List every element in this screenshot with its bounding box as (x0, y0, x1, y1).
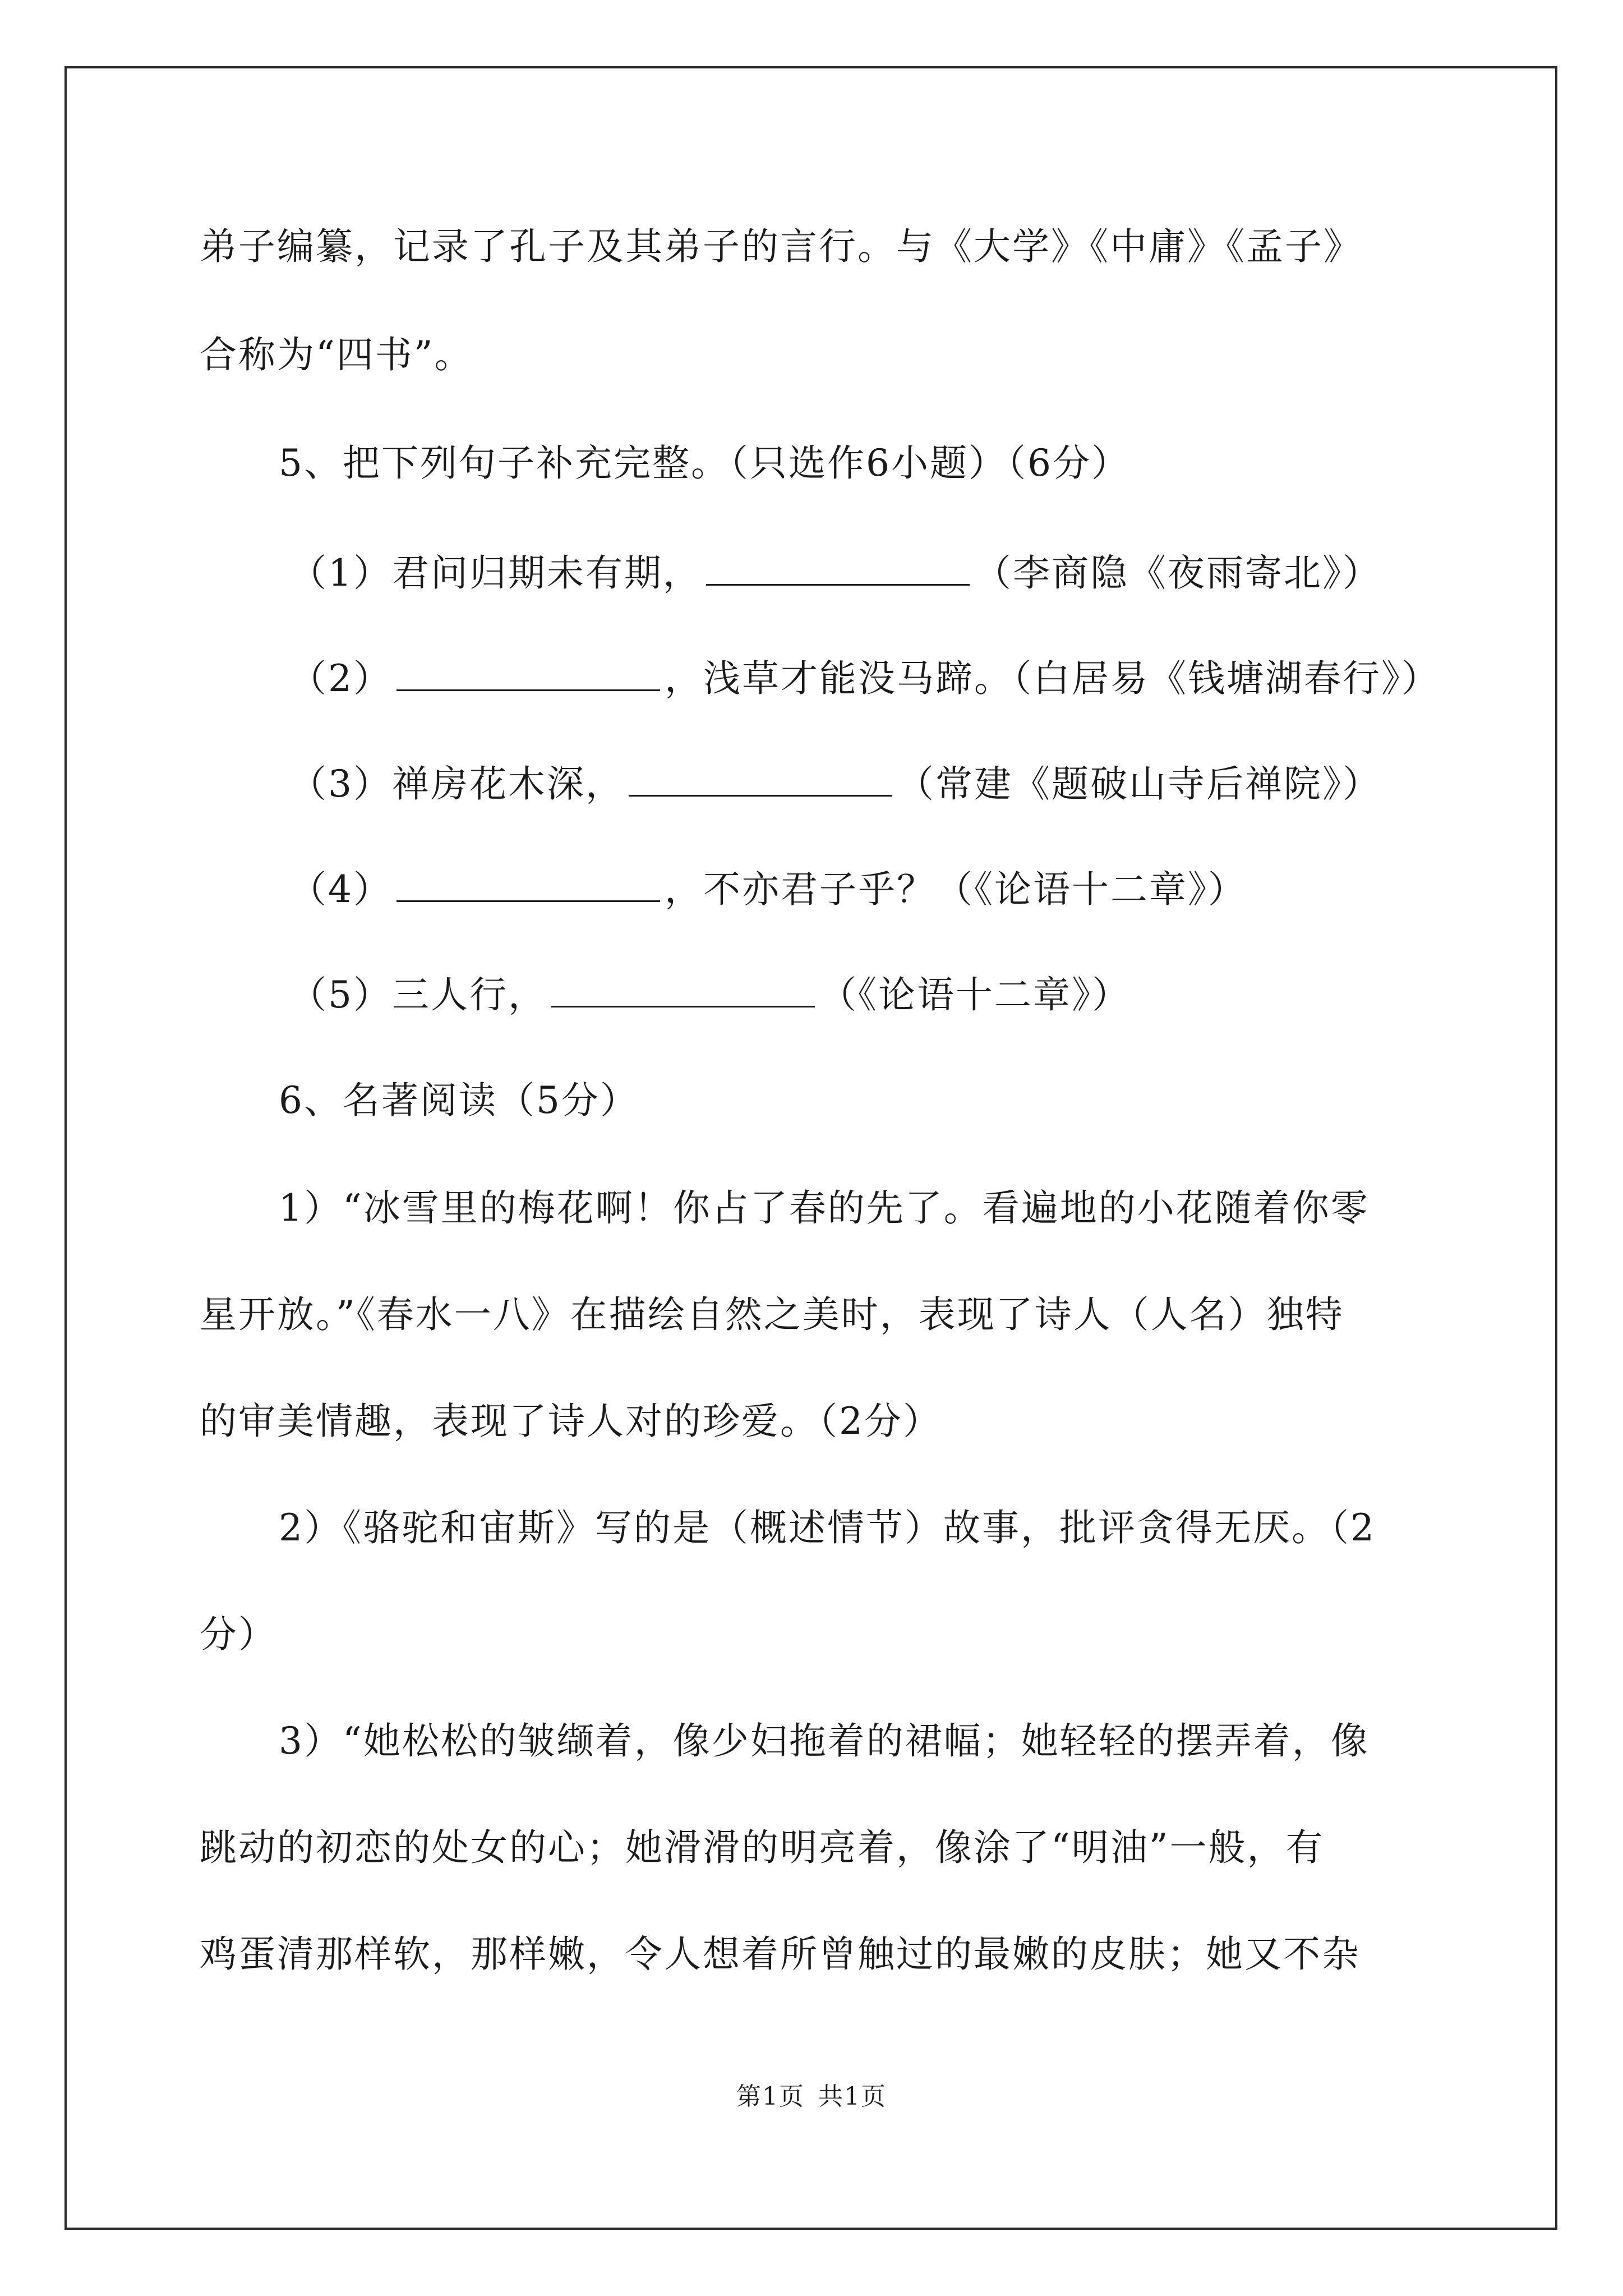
paragraph-line: 跳动的初恋的处女的心；她滑滑的明亮着，像涂了“明油”一般，有 (200, 1826, 1325, 1869)
page-footer (0, 2081, 1623, 2113)
fill-in-suffix: （李商隐《夜雨寄北》） (974, 551, 1381, 595)
question-heading: 5、把下列句子补充完整。（只选作6小题）（6分） (279, 441, 1130, 485)
paragraph-line: 星开放。”《春水一八》在描绘自然之美时，表现了诗人（人名）独特 (200, 1293, 1344, 1336)
fill-in-item (289, 760, 1381, 807)
answer-blank[interactable] (629, 760, 892, 797)
answer-blank[interactable] (706, 549, 970, 586)
fill-in-suffix: （《论语十二章》） (819, 973, 1131, 1016)
answer-blank[interactable] (396, 655, 660, 691)
paragraph-line: 2）《骆驼和宙斯》写的是（概述情节）故事，批评贪得无厌。（2 (279, 1506, 1376, 1549)
fill-in-suffix: （常建《题破山寺后禅院》） (897, 762, 1381, 806)
fill-in-suffix: ，不亦君子乎？（《论语十二章》） (665, 868, 1247, 911)
fill-in-prefix: （4） (289, 868, 392, 911)
fill-in-prefix: （5）三人行， (289, 973, 547, 1016)
page-border (64, 66, 1557, 2230)
fill-in-item (289, 866, 1247, 912)
answer-blank[interactable] (551, 971, 815, 1007)
fill-in-prefix: （2） (289, 657, 392, 700)
fill-in-suffix: ，浅草才能没马蹄。（白居易《钱塘湖春行》） (665, 657, 1440, 700)
paragraph-line: 合称为“四书”。 (200, 333, 473, 376)
question-heading: 6、名著阅读（5分） (279, 1079, 639, 1122)
fill-in-prefix: （1）君问归期未有期， (289, 551, 702, 595)
paragraph-line: 鸡蛋清那样软，那样嫩，令人想着所曾触过的最嫩的皮肤；她又不杂 (200, 1932, 1361, 1976)
page-number: 第1页 (736, 2082, 805, 2111)
page-total: 共1页 (818, 2082, 887, 2111)
paragraph-line: 分） (200, 1613, 277, 1656)
fill-in-item (289, 655, 1440, 701)
fill-in-item (289, 971, 1131, 1018)
fill-in-item (289, 549, 1381, 596)
paragraph-line: 的审美情趣，表现了诗人对的珍爱。（2分） (200, 1400, 942, 1443)
paragraph-line: 3）“她松松的皱缬着，像少妇拖着的裙幅；她轻轻的摆弄着，像 (279, 1719, 1370, 1763)
fill-in-prefix: （3）禅房花木深， (289, 762, 624, 806)
paragraph-line: 1）“冰雪里的梅花啊！你占了春的先了。看遍地的小花随着你零 (279, 1186, 1370, 1230)
paragraph-line: 弟子编纂，记录了孔子及其弟子的言行。与《大学》《中庸》《孟子》 (200, 225, 1362, 268)
answer-blank[interactable] (396, 866, 660, 902)
